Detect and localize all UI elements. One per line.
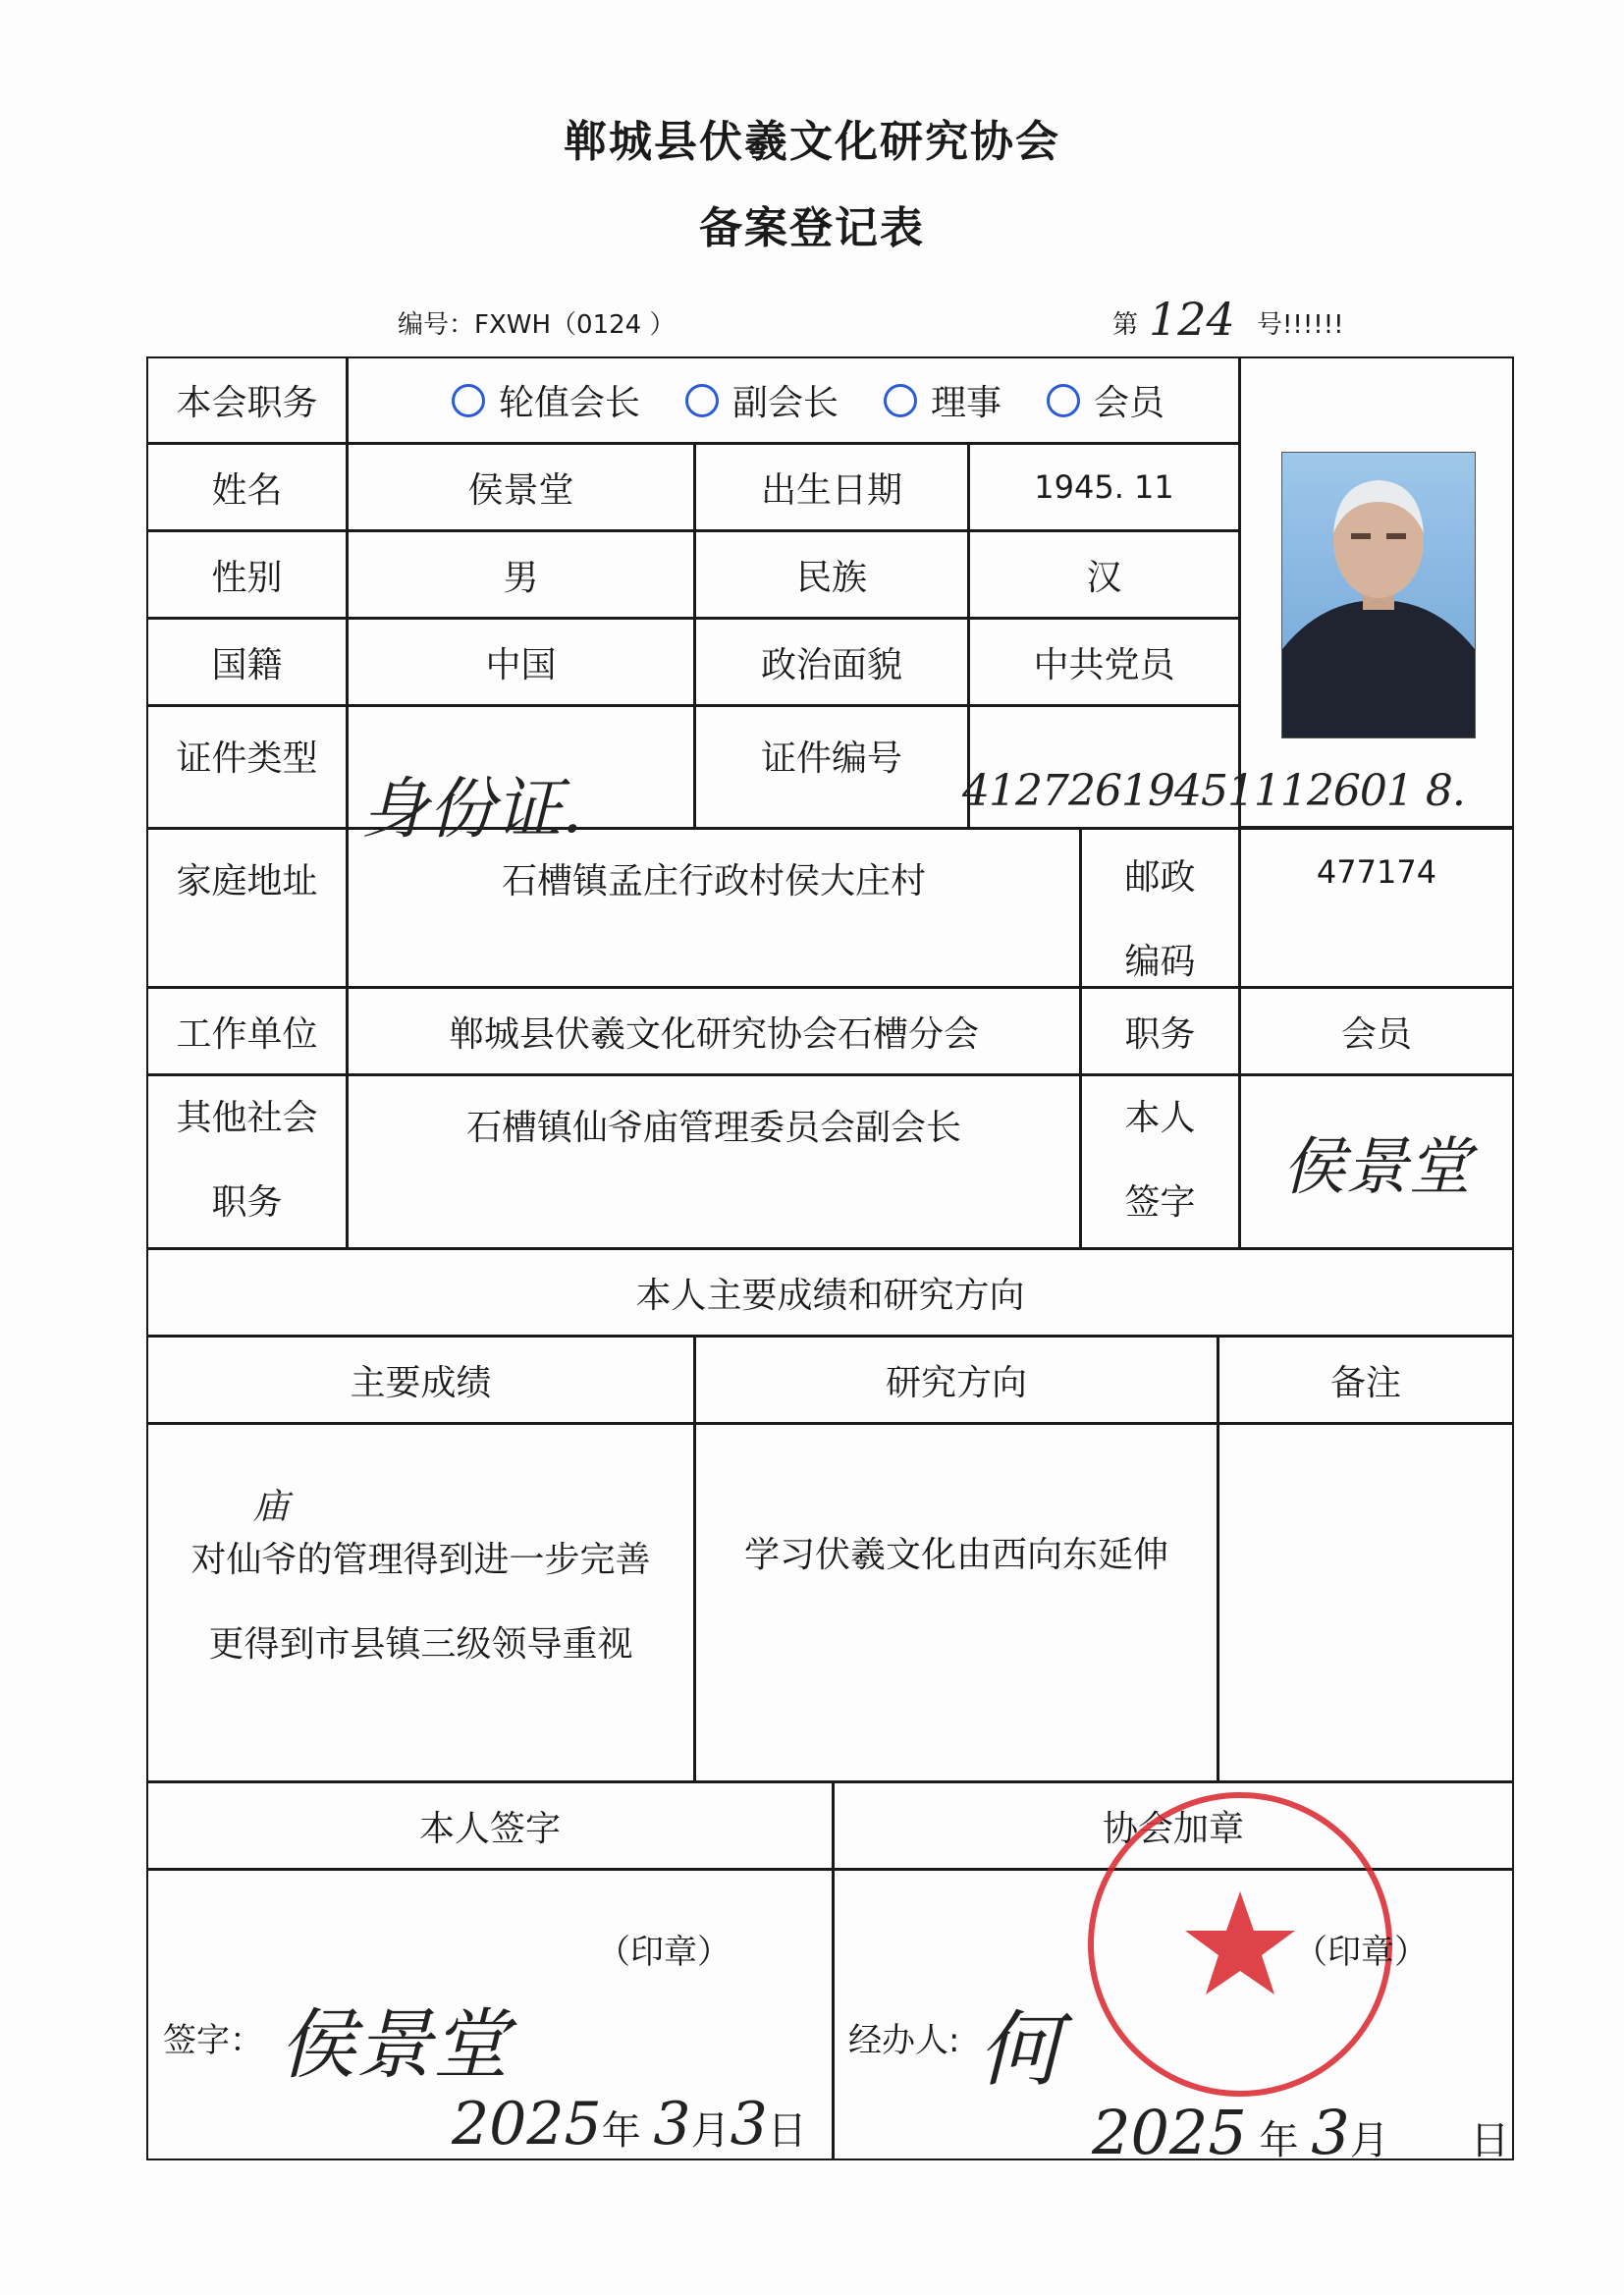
form-subtitle: 备案登记表 <box>699 203 925 253</box>
political-value: 中共党员 <box>968 618 1240 706</box>
radio-rotating-president[interactable]: 轮值会长 <box>452 375 640 425</box>
gender-label: 性别 <box>146 530 348 619</box>
form-title: 郸城县伏羲文化研究协会 <box>564 117 1060 167</box>
assoc-seal-header: 协会加章 <box>833 1781 1514 1870</box>
handler-label: 经办人: <box>848 2021 960 2060</box>
remarks-value <box>1218 1423 1514 1782</box>
main-achievements-value: 对仙爷的管理得到进一步完善 更得到市县镇三级领导重视 <box>146 1423 695 1782</box>
duty-value: 会员 <box>1239 987 1514 1075</box>
section-title: 本人主要成绩和研究方向 <box>146 1248 1514 1337</box>
ethnicity-value: 汉 <box>968 530 1240 619</box>
position-options <box>347 356 1240 444</box>
member-photo <box>1281 452 1476 738</box>
personal-sign-header: 本人签字 <box>146 1781 834 1870</box>
duty-label: 职务 <box>1080 987 1240 1075</box>
serial-number: 编号：FXWH（0124 ） <box>398 310 676 340</box>
id-type-label: 证件类型 <box>146 705 348 829</box>
handler-signature: 何 <box>978 2001 1061 2098</box>
id-number-handwritten: 41272619451112601 8. <box>962 766 1465 816</box>
work-value: 郸城县伏羲文化研究协会石槽分会 <box>347 987 1081 1075</box>
number-prefix: 第 <box>1112 310 1139 340</box>
radio-member[interactable]: 会员 <box>1047 375 1164 425</box>
birth-label: 出生日期 <box>694 443 969 531</box>
other-duty-label: 其他社会 职务 <box>146 1074 348 1249</box>
insertion-mark: 庙 <box>253 1487 290 1527</box>
id-number-label: 证件编号 <box>694 705 969 829</box>
radio-vice-president[interactable]: 副会长 <box>685 375 839 425</box>
number-value: 124 <box>1149 293 1235 346</box>
work-label: 工作单位 <box>146 987 348 1075</box>
address-value: 石槽镇孟庄行政村侯大庄村 <box>347 828 1081 988</box>
portrait-image <box>1282 453 1475 738</box>
postal-label: 邮政 编码 <box>1080 828 1240 988</box>
bottom-signature: 侯景堂 <box>279 2001 510 2090</box>
id-type-handwritten: 身份证. <box>361 771 583 848</box>
research-direction-value: 学习伏羲文化由西向东延伸 <box>694 1423 1218 1782</box>
date-right: 2025 年 3月 日 <box>1092 2097 1510 2168</box>
col-remarks: 备注 <box>1218 1336 1514 1424</box>
position-label: 本会职务 <box>146 356 348 444</box>
self-sign-cell <box>1239 1074 1514 1249</box>
col-main-achievements: 主要成绩 <box>146 1336 695 1424</box>
seal-label-right: （印章） <box>1294 1933 1428 1972</box>
radio-circle-icon[interactable] <box>884 384 917 417</box>
political-label: 政治面貌 <box>694 618 969 706</box>
self-signature: 侯景堂 <box>1282 1131 1471 1204</box>
name-label: 姓名 <box>146 443 348 531</box>
col-research-direction: 研究方向 <box>694 1336 1218 1424</box>
ethnicity-label: 民族 <box>694 530 969 619</box>
name-value: 侯景堂 <box>347 443 695 531</box>
nationality-label: 国籍 <box>146 618 348 706</box>
radio-director[interactable]: 理事 <box>884 375 1001 425</box>
postal-value: 477174 <box>1239 828 1514 988</box>
birth-value: 1945. 11 <box>968 443 1240 531</box>
address-label: 家庭地址 <box>146 828 348 988</box>
radio-circle-icon[interactable] <box>452 384 485 417</box>
nationality-value: 中国 <box>347 618 695 706</box>
self-sign-label: 本人 签字 <box>1080 1074 1240 1249</box>
radio-circle-icon[interactable] <box>1047 384 1080 417</box>
sign-label: 签字： <box>163 2021 263 2060</box>
gender-value: 男 <box>347 530 695 619</box>
number-suffix: 号!!!!!! <box>1257 310 1344 340</box>
other-duty-value: 石槽镇仙爷庙管理委员会副会长 <box>347 1074 1081 1249</box>
seal-label-left: （印章） <box>597 1933 731 1972</box>
date-left: 2025年 3月3日 <box>452 2090 807 2158</box>
radio-circle-icon[interactable] <box>685 384 719 417</box>
